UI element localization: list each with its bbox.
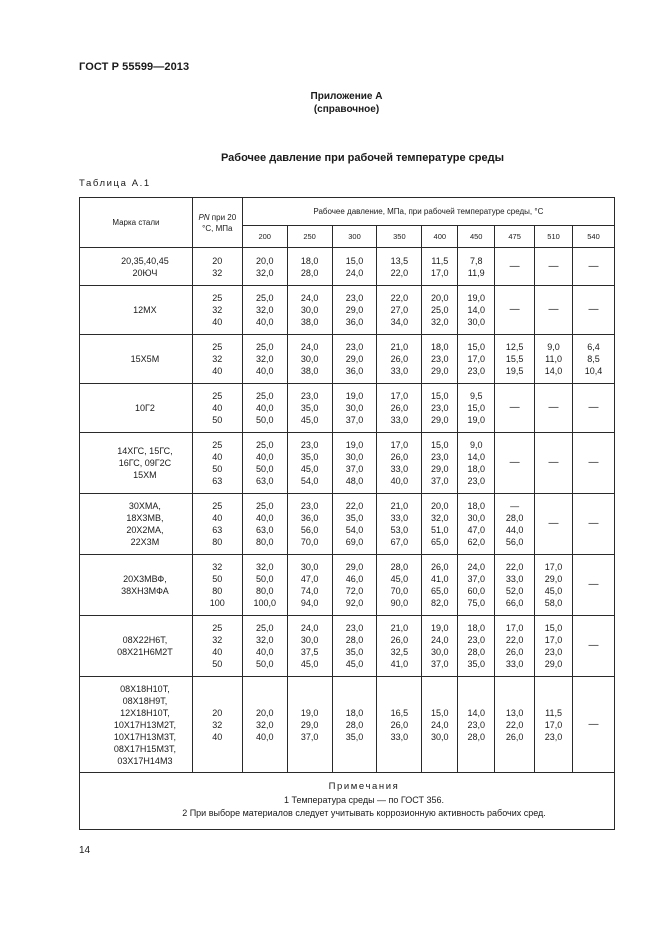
header-pn-text: при 20 °С, МПа <box>202 212 237 233</box>
pressure-value-cell: — <box>535 248 573 286</box>
table-label: Таблица А.1 <box>79 178 151 189</box>
header-steel-grade: Марка стали <box>80 198 193 248</box>
pressure-value-cell: 20,0 32,0 <box>242 248 287 286</box>
nominal-pressure-cell: 25 32 40 50 <box>192 616 242 677</box>
pressure-value-cell: 13,5 22,0 <box>377 248 422 286</box>
pressure-value-cell: 19,0 14,0 30,0 <box>458 286 495 335</box>
pressure-value-cell: — <box>495 248 535 286</box>
header-working-pressure: Рабочее давление, МПа, при рабочей температуре среды, °С <box>242 198 614 226</box>
pressure-value-cell: 9,0 14,0 18,0 23,0 <box>458 433 495 494</box>
pressure-value-cell: 18,0 28,0 35,0 <box>332 677 377 773</box>
pressure-value-cell: — <box>573 384 615 433</box>
pressure-value-cell: — <box>573 248 615 286</box>
pressure-value-cell: 23,0 35,0 45,0 <box>287 384 332 433</box>
appendix-heading <box>0 90 661 116</box>
page-number: 14 <box>79 845 91 856</box>
pressure-value-cell: 13,0 22,0 26,0 <box>495 677 535 773</box>
nominal-pressure-cell: 32 50 80 100 <box>192 555 242 616</box>
table-title: Рабочее давление при рабочей температуре среды <box>220 152 505 164</box>
pressure-value-cell: 18,0 23,0 28,0 35,0 <box>458 616 495 677</box>
pressure-value-cell: 22,0 27,0 34,0 <box>377 286 422 335</box>
pressure-value-cell: 21,0 33,0 53,0 67,0 <box>377 494 422 555</box>
table-body <box>80 248 615 773</box>
pressure-value-cell: 20,0 32,0 51,0 65,0 <box>422 494 458 555</box>
temperature-header-300: 300 <box>332 226 377 248</box>
steel-grade-cell: 15Х5М <box>80 335 193 384</box>
pressure-value-cell: — <box>573 286 615 335</box>
pressure-value-cell: 26,0 41,0 65,0 82,0 <box>422 555 458 616</box>
pressure-value-cell: 18,0 23,0 29,0 <box>422 335 458 384</box>
steel-grade-cell: 08Х22Н6Т, 08Х21Н6М2Т <box>80 616 193 677</box>
pressure-value-cell: 30,0 47,0 74,0 94,0 <box>287 555 332 616</box>
pressure-value-cell: 24,0 30,0 37,5 45,0 <box>287 616 332 677</box>
nominal-pressure-cell: 25 32 40 <box>192 286 242 335</box>
pressure-value-cell: 19,0 30,0 37,0 48,0 <box>332 433 377 494</box>
pressure-table <box>79 197 615 830</box>
nominal-pressure-cell: 20 32 <box>192 248 242 286</box>
pressure-value-cell: 20,0 32,0 40,0 <box>242 677 287 773</box>
pressure-value-cell: 17,0 22,0 26,0 33,0 <box>495 616 535 677</box>
table-row <box>80 286 615 335</box>
temperature-header-510: 510 <box>535 226 573 248</box>
temperature-header-450: 450 <box>458 226 495 248</box>
pressure-value-cell: 21,0 26,0 33,0 <box>377 335 422 384</box>
pressure-value-cell: 25,0 32,0 40,0 50,0 <box>242 616 287 677</box>
pressure-value-cell: — 28,0 44,0 56,0 <box>495 494 535 555</box>
pressure-value-cell: — <box>535 494 573 555</box>
steel-grade-cell: 20Х3МВФ, 38ХН3МФА <box>80 555 193 616</box>
temperature-header-250: 250 <box>287 226 332 248</box>
pressure-value-cell: 15,0 24,0 30,0 <box>422 677 458 773</box>
pressure-value-cell: — <box>495 286 535 335</box>
pressure-value-cell: 14,0 23,0 28,0 <box>458 677 495 773</box>
pressure-value-cell: 15,0 23,0 29,0 <box>422 384 458 433</box>
pressure-value-cell: 21,0 26,0 32,5 41,0 <box>377 616 422 677</box>
steel-grade-cell: 30ХМА, 18Х3МВ, 20Х2МА, 22Х3М <box>80 494 193 555</box>
steel-grade-cell: 08Х18Н10Т, 08Х18Н9Т, 12Х18Н10Т, 10Х17Н13М2Т, 10Х17Н13М3Т, 08Х17Н15М3Т, 03Х17Н14М3 <box>80 677 193 773</box>
nominal-pressure-cell: 25 40 50 <box>192 384 242 433</box>
steel-grade-cell: 12МХ <box>80 286 193 335</box>
table-row <box>80 677 615 773</box>
pressure-value-cell: 18,0 30,0 47,0 62,0 <box>458 494 495 555</box>
notes-row <box>80 773 615 830</box>
notes-cell <box>80 773 615 830</box>
pressure-value-cell: 15,0 23,0 29,0 37,0 <box>422 433 458 494</box>
pressure-value-cell: 19,0 24,0 30,0 37,0 <box>422 616 458 677</box>
pressure-value-cell: 15,0 17,0 23,0 <box>458 335 495 384</box>
pressure-value-cell: — <box>573 555 615 616</box>
pressure-value-cell: — <box>573 433 615 494</box>
pressure-value-cell: 15,0 24,0 <box>332 248 377 286</box>
table-row <box>80 555 615 616</box>
notes-title: Примечания <box>328 780 400 792</box>
header-nominal-pressure <box>192 198 242 248</box>
pressure-value-cell: 29,0 46,0 72,0 92,0 <box>332 555 377 616</box>
pressure-value-cell: 19,0 29,0 37,0 <box>287 677 332 773</box>
pressure-value-cell: — <box>535 384 573 433</box>
pressure-value-cell: 23,0 28,0 35,0 45,0 <box>332 616 377 677</box>
pressure-value-cell: 25,0 32,0 40,0 <box>242 286 287 335</box>
pressure-value-cell: 24,0 30,0 38,0 <box>287 335 332 384</box>
pressure-value-cell: 11,5 17,0 23,0 <box>535 677 573 773</box>
pressure-value-cell: — <box>573 677 615 773</box>
table-row <box>80 616 615 677</box>
pressure-value-cell: 9,0 11,0 14,0 <box>535 335 573 384</box>
pressure-value-cell: 22,0 35,0 54,0 69,0 <box>332 494 377 555</box>
temperature-header-400: 400 <box>422 226 458 248</box>
pressure-value-cell: 28,0 45,0 70,0 90,0 <box>377 555 422 616</box>
temperature-header-350: 350 <box>377 226 422 248</box>
pressure-value-cell: 32,0 50,0 80,0 100,0 <box>242 555 287 616</box>
steel-grade-cell: 14ХГС, 15ГС, 16ГС, 09Г2С 15ХМ <box>80 433 193 494</box>
pressure-value-cell: 22,0 33,0 52,0 66,0 <box>495 555 535 616</box>
pressure-value-cell: 23,0 29,0 36,0 <box>332 335 377 384</box>
pressure-value-cell: 12,5 15,5 19,5 <box>495 335 535 384</box>
pressure-value-cell: 25,0 40,0 50,0 <box>242 384 287 433</box>
pressure-value-cell: 17,0 29,0 45,0 58,0 <box>535 555 573 616</box>
pressure-value-cell: 15,0 17,0 23,0 29,0 <box>535 616 573 677</box>
pressure-value-cell: 17,0 26,0 33,0 40,0 <box>377 433 422 494</box>
nominal-pressure-cell: 25 40 50 63 <box>192 433 242 494</box>
pressure-value-cell: — <box>535 286 573 335</box>
pressure-value-cell: 24,0 30,0 38,0 <box>287 286 332 335</box>
appendix-title: Приложение А <box>310 91 383 102</box>
table-row <box>80 335 615 384</box>
pressure-value-cell: 23,0 36,0 56,0 70,0 <box>287 494 332 555</box>
appendix-subtitle: (справочное) <box>313 104 380 115</box>
table-row <box>80 248 615 286</box>
pressure-value-cell: 18,0 28,0 <box>287 248 332 286</box>
steel-grade-cell: 20,35,40,45 20ЮЧ <box>80 248 193 286</box>
pressure-value-cell: — <box>573 494 615 555</box>
pressure-value-cell: 11,5 17,0 <box>422 248 458 286</box>
pressure-value-cell: 23,0 35,0 45,0 54,0 <box>287 433 332 494</box>
pressure-value-cell: 24,0 37,0 60,0 75,0 <box>458 555 495 616</box>
pressure-value-cell: — <box>573 616 615 677</box>
pressure-value-cell: 9,5 15,0 19,0 <box>458 384 495 433</box>
note-2: 2 При выборе материалов следует учитывать коррозионную активность рабочих сред. <box>182 807 546 818</box>
nominal-pressure-cell: 25 32 40 <box>192 335 242 384</box>
pressure-value-cell: — <box>495 433 535 494</box>
header-pn-symbol: PN <box>198 212 210 222</box>
pressure-value-cell: — <box>535 433 573 494</box>
pressure-value-cell: 6,4 8,5 10,4 <box>573 335 615 384</box>
pressure-value-cell: 19,0 30,0 37,0 <box>332 384 377 433</box>
temperature-header-540: 540 <box>573 226 615 248</box>
pressure-value-cell: 17,0 26,0 33,0 <box>377 384 422 433</box>
pressure-value-cell: 25,0 40,0 50,0 63,0 <box>242 433 287 494</box>
pressure-value-cell: 7,8 11,9 <box>458 248 495 286</box>
temperature-header-475: 475 <box>495 226 535 248</box>
table-row <box>80 384 615 433</box>
pressure-value-cell: 25,0 40,0 63,0 80,0 <box>242 494 287 555</box>
pressure-value-cell: 20,0 25,0 32,0 <box>422 286 458 335</box>
nominal-pressure-cell: 25 40 63 80 <box>192 494 242 555</box>
standard-code: ГОСТ Р 55599—2013 <box>79 61 190 73</box>
pressure-value-cell: — <box>495 384 535 433</box>
nominal-pressure-cell: 20 32 40 <box>192 677 242 773</box>
pressure-value-cell: 23,0 29,0 36,0 <box>332 286 377 335</box>
table-row <box>80 433 615 494</box>
steel-grade-cell: 10Г2 <box>80 384 193 433</box>
note-1: 1 Температура среды — по ГОСТ 356. <box>283 794 444 805</box>
table-row <box>80 494 615 555</box>
pressure-value-cell: 25,0 32,0 40,0 <box>242 335 287 384</box>
pressure-value-cell: 16,5 26,0 33,0 <box>377 677 422 773</box>
temperature-header-200: 200 <box>242 226 287 248</box>
